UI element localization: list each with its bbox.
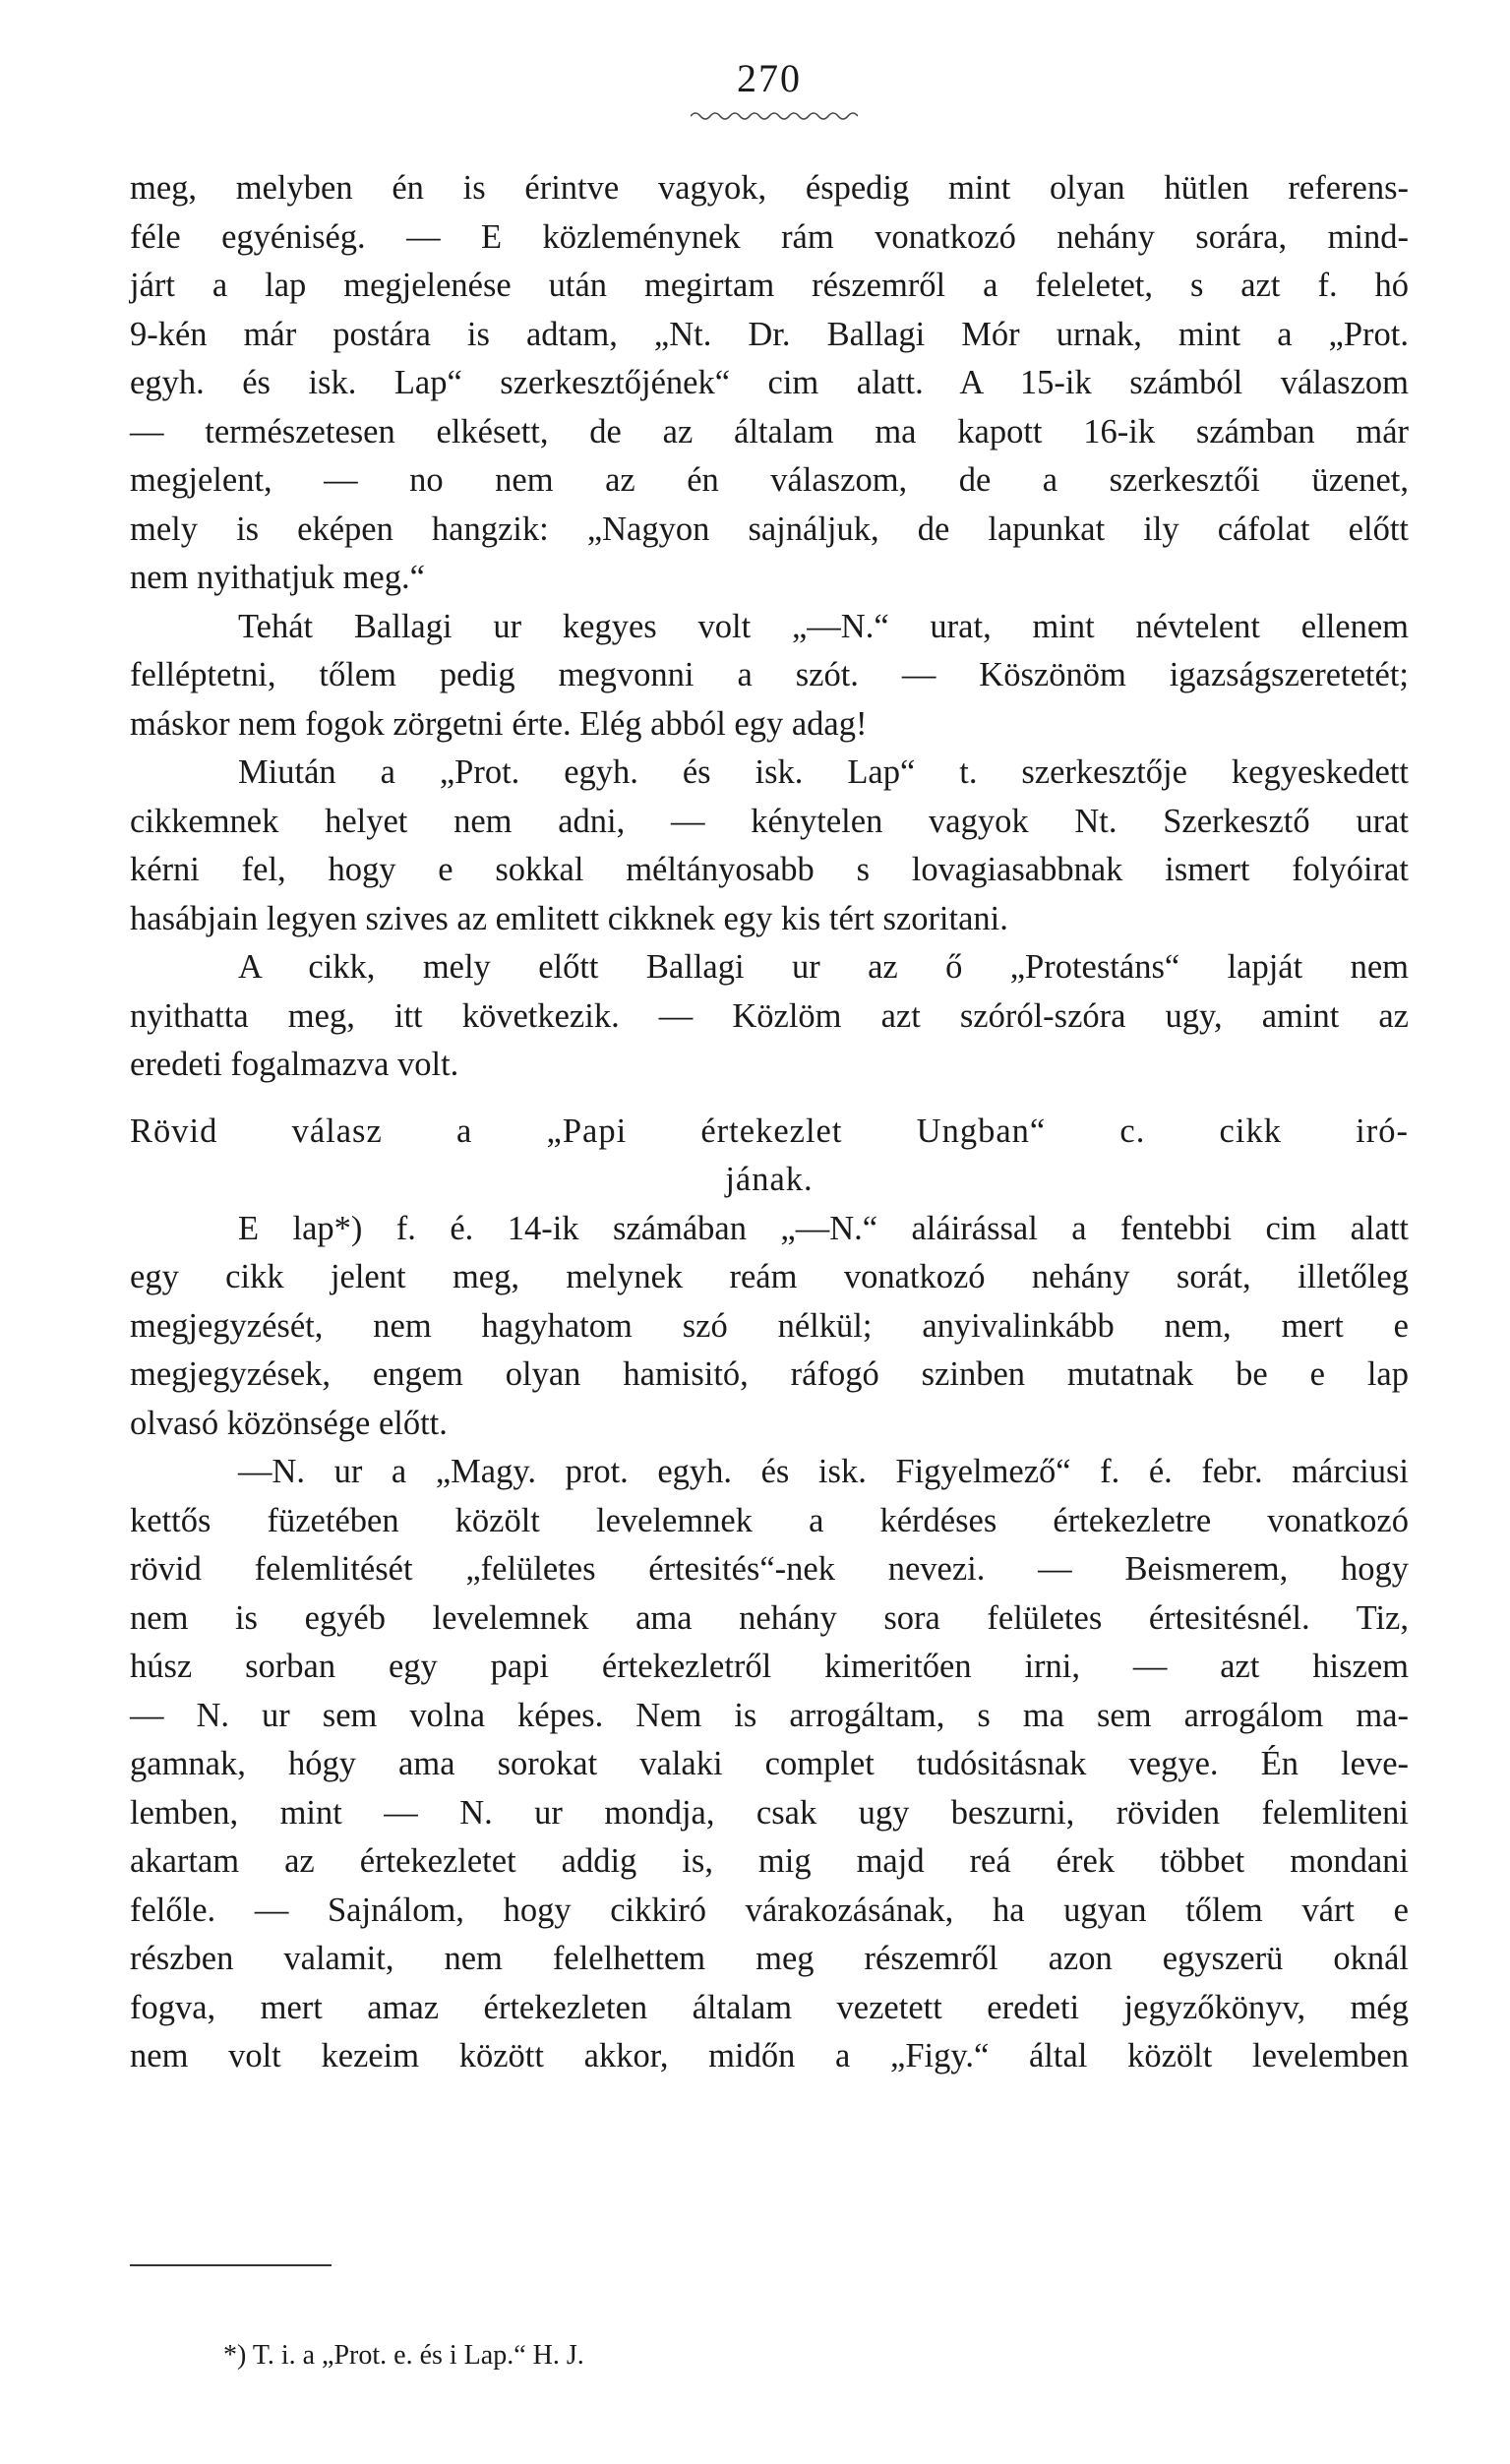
footnote: *) T. i. a „Prot. e. és i Lap.“ H. J. (223, 2340, 584, 2371)
paragraph-gap (130, 1090, 1409, 1108)
text-line: egy cikk jelent meg, melynek reám vonatkozó nehány sorát, illetőleg (130, 1258, 1409, 1295)
text-line: felőle. — Sajnálom, hogy cikkiró várakozásának, ha ugyan tőlem várt e (130, 1891, 1409, 1929)
text-line: eredeti fogalmazva volt. (130, 1046, 459, 1083)
body-text (130, 164, 1409, 2081)
text-line: rövid felemlitését „felületes értesités“-nek nevezi. — Beismerem, hogy (130, 1550, 1409, 1588)
text-line: hasábjain legyen szives az emlitett cikknek egy kis tért szoritani. (130, 899, 1008, 937)
text-line: máskor nem fogok zörgetni érte. Elég abból egy adag! (130, 704, 868, 743)
text-line: húsz sorban egy papi értekezletről kimeritően irni, — azt hiszem (130, 1648, 1409, 1685)
text-line: Tehát Ballagi ur kegyes volt „—N.“ urat, mint névtelent ellenem (238, 607, 1409, 645)
text-line: 9-kén már postára is adtam, „Nt. Dr. Ballagi Mór urnak, mint a „Prot. (130, 315, 1409, 353)
section-heading: Rövid válasz a „Papi értekezlet Ungban“ c. cikk iró- (130, 1112, 1409, 1150)
text-line: kettős füzetében közölt levelemnek a kérdéses értekezletre vonatkozó (130, 1501, 1409, 1539)
text-line: fogva, mert amaz értekezleten általam vezetett eredeti jegyzőkönyv, még (130, 1988, 1409, 2026)
text-line: féle egyéniség. — E közleménynek rám vonatkozó nehány sorára, mind- (130, 217, 1409, 256)
text-line: megjegyzését, nem hagyhatom szó nélkül; anyivalinkább nem, mert e (130, 1306, 1409, 1345)
wavy-ornament (691, 108, 858, 124)
text-line: mely is eképen hangzik: „Nagyon sajnáljuk, de lapunkat ily cáfolat előtt (130, 510, 1409, 548)
footnote-divider (130, 2264, 332, 2266)
text-line: akartam az értekezletet addig is, mig majd reá érek többet mondani (130, 1842, 1409, 1880)
text-line: kérni fel, hogy e sokkal méltányosabb s lovagiasabbnak ismert folyóirat (130, 851, 1409, 888)
text-line: járt a lap megjelenése után megirtam részemről a feleletet, s azt f. hó (130, 267, 1409, 304)
text-line: gamnak, hógy ama sorokat valaki complet tudósitásnak vegye. Én leve- (130, 1745, 1409, 1782)
section-heading-continued: jának. (725, 1161, 814, 1198)
text-line: részben valamit, nem felelhettem meg részemről azon egyszerü oknál (130, 1940, 1409, 1977)
text-line: megjegyzések, engem olyan hamisitó, ráfogó szinben mutatnak be e lap (130, 1355, 1409, 1393)
text-line: A cikk, mely előtt Ballagi ur az ő „Protestáns“ lapját nem (238, 948, 1409, 986)
page-number: 270 (737, 56, 802, 100)
text-line: felléptetni, tőlem pedig megvonni a szót. — Köszönöm igazságszeretetét; (130, 656, 1409, 693)
text-line: meg, melyben én is érintve vagyok, éspedig mint olyan hütlen referens- (130, 169, 1409, 207)
text-line: — N. ur sem volna képes. Nem is arrogáltam, s ma sem arrogálom ma- (130, 1696, 1409, 1734)
text-line: megjelent, — no nem az én válaszom, de a szerkesztői üzenet, (130, 461, 1409, 499)
text-line: — természetesen elkésett, de az általam ma kapott 16-ik számban már (130, 412, 1409, 451)
text-line: nyithatta meg, itt következik. — Közlöm azt szóról-szóra ugy, amint az (130, 996, 1409, 1035)
text-line: egyh. és isk. Lap“ szerkesztőjének“ cim alatt. A 15-ik számból válaszom (130, 364, 1409, 401)
text-line: olvasó közönsége előtt. (130, 1404, 448, 1442)
text-line: nem is egyéb levelemnek ama nehány sora felületes értesitésnél. Tiz, (130, 1598, 1409, 1637)
text-line: —N. ur a „Magy. prot. egyh. és isk. Figyelmező“ f. é. febr. márciusi (238, 1453, 1409, 1490)
text-line: Miután a „Prot. egyh. és isk. Lap“ t. szerkesztője kegyeskedett (238, 753, 1409, 791)
text-line: lemben, mint — N. ur mondja, csak ugy beszurni, röviden felemliteni (130, 1793, 1409, 1832)
text-line: nem nyithatjuk meg.“ (130, 559, 425, 596)
text-line: nem volt kezeim között akkor, midőn a „Figy.“ által közölt levelemben (130, 2037, 1409, 2074)
text-line: cikkemnek helyet nem adni, — kénytelen vagyok Nt. Szerkesztő urat (130, 802, 1409, 840)
text-line: E lap*) f. é. 14-ik számában „—N.“ aláirással a fentebbi cim alatt (238, 1209, 1409, 1247)
